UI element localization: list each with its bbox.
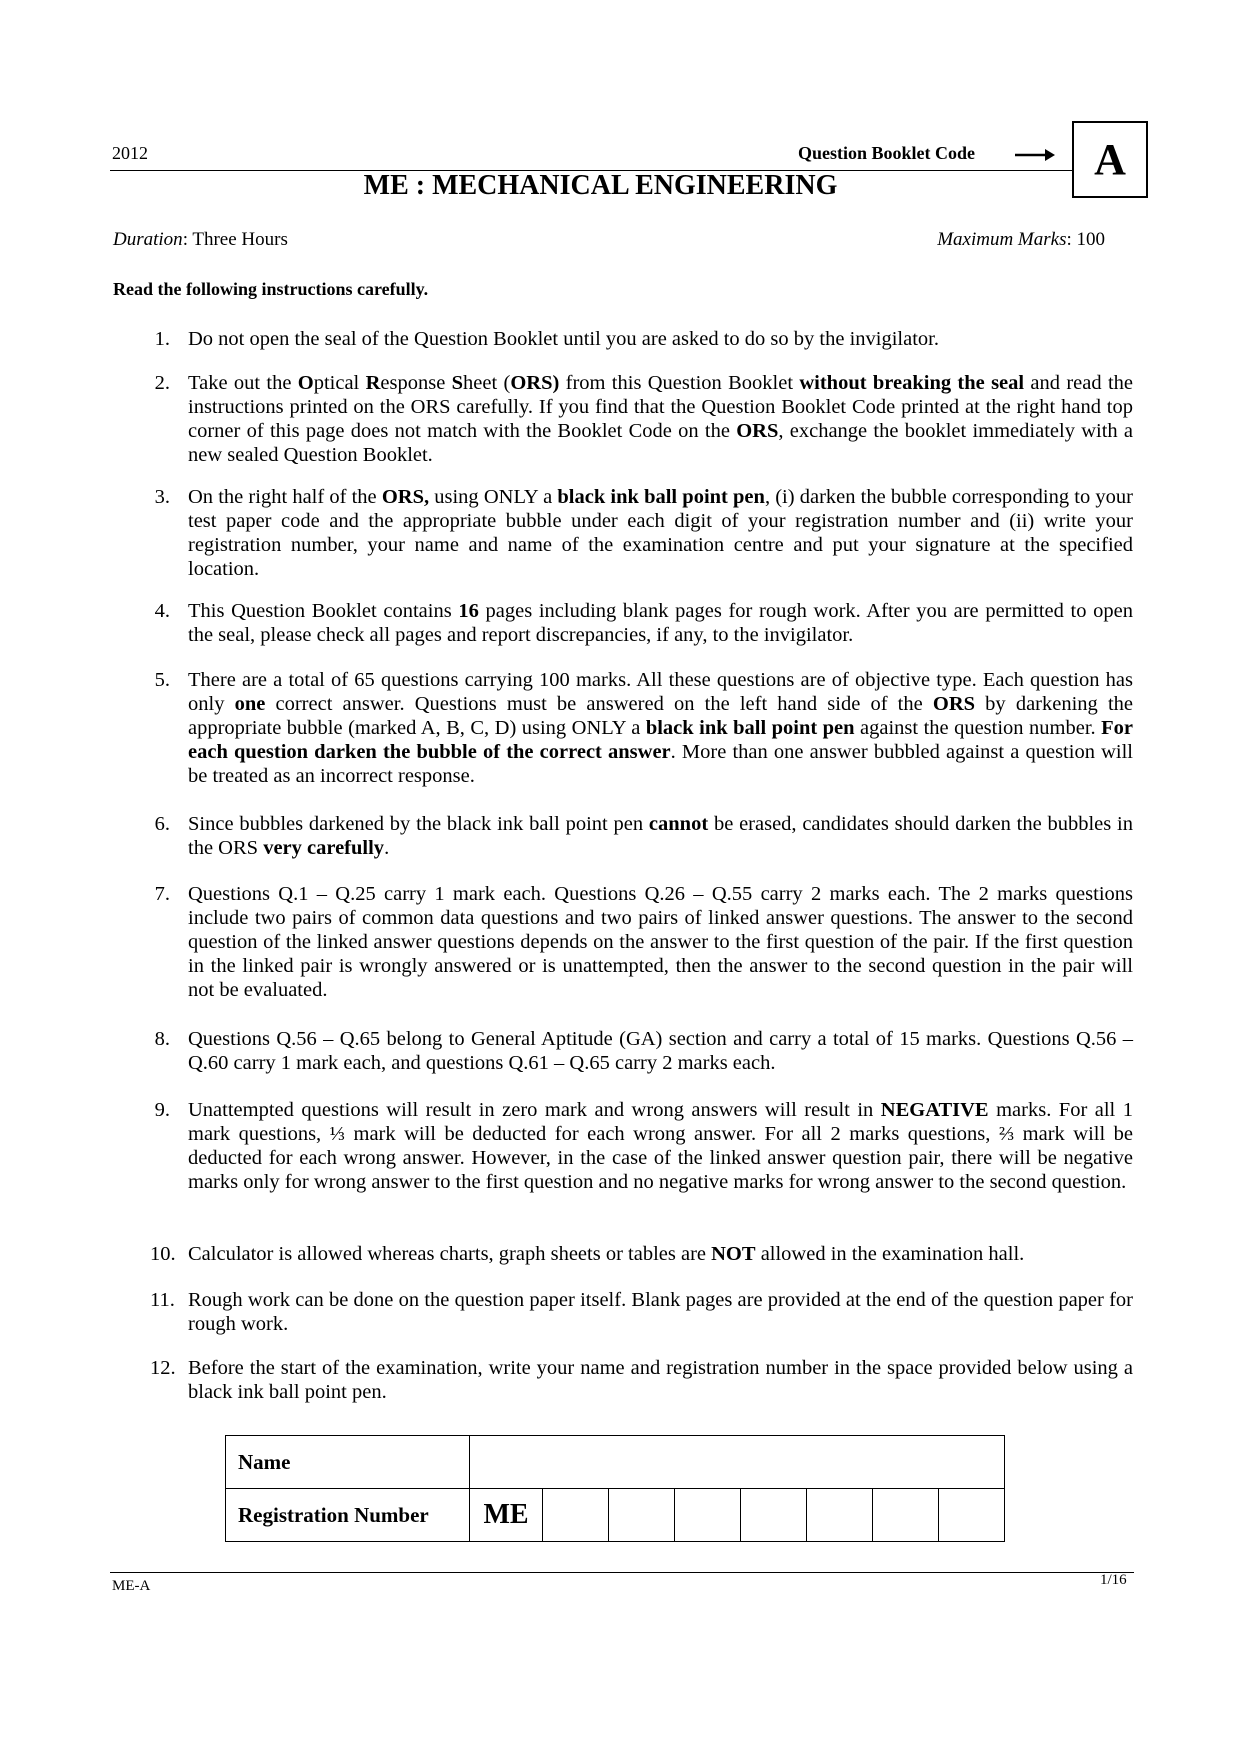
duration-label: Duration xyxy=(113,229,183,250)
name-field[interactable] xyxy=(470,1436,1005,1489)
instruction-8 xyxy=(150,1027,1133,1075)
instruction-number: 9. xyxy=(154,1099,170,1121)
instruction-3 xyxy=(150,485,1133,581)
instruction-2 xyxy=(150,371,1133,467)
registration-digit-box[interactable] xyxy=(675,1489,741,1542)
footer-divider xyxy=(110,1572,1134,1573)
arrow-right-icon xyxy=(1015,146,1055,164)
registration-digit-box[interactable] xyxy=(543,1489,609,1542)
instruction-1 xyxy=(150,327,1133,351)
registration-prefix: ME xyxy=(470,1489,543,1542)
instruction-number: 12. xyxy=(150,1357,176,1379)
instruction-7 xyxy=(150,882,1133,1002)
instruction-text: Before the start of the examination, write your name and registration number in the space provided below using a black ink ball point pen. xyxy=(188,1357,1133,1403)
instruction-4 xyxy=(150,599,1133,647)
duration-value: : Three Hours xyxy=(182,229,288,250)
registration-digit-box[interactable] xyxy=(609,1489,675,1542)
instruction-text: Rough work can be done on the question paper itself. Blank pages are provided at the end of the question paper for rough work. xyxy=(188,1289,1133,1335)
registration-label: Registration Number xyxy=(226,1489,470,1542)
instruction-text: Questions Q.56 – Q.65 belong to General Aptitude (GA) section and carry a total of 15 marks. Questions Q.56 – Q.60 carry 1 mark each, and questions Q.61 – Q.65 carry 2 marks each. xyxy=(188,1028,1133,1074)
instruction-text: Calculator is allowed whereas charts, graph sheets or tables are NOT allowed in the examination hall. xyxy=(188,1243,1025,1265)
instruction-number: 2. xyxy=(154,372,170,394)
instruction-number: 5. xyxy=(154,669,170,691)
registration-digit-box[interactable] xyxy=(873,1489,939,1542)
instruction-6 xyxy=(150,812,1133,860)
instructions-heading: Read the following instructions carefully. xyxy=(113,279,429,299)
instruction-number: 7. xyxy=(154,883,170,905)
booklet-code-box: A xyxy=(1072,121,1148,198)
instruction-number: 10. xyxy=(150,1243,176,1265)
instruction-10 xyxy=(150,1242,1133,1266)
instruction-text: Do not open the seal of the Question Booklet until you are asked to do so by the invigilator. xyxy=(188,328,939,350)
page-number: 1/16 xyxy=(1100,1572,1127,1588)
instruction-text: Since bubbles darkened by the black ink ball point pen cannot be erased, candidates should darken the bubbles in the ORS very carefully. xyxy=(188,813,1133,859)
instruction-text: Take out the Optical Response Sheet (ORS) from this Question Booklet without breaking the seal and read the instructions printed on the ORS carefully. If you find that the Question Booklet Code printed at the right hand top corner of this page does not match with the Booklet Code on the ORS, exchange the booklet immediately with a new sealed Question Booklet. xyxy=(188,372,1134,466)
instruction-number: 1. xyxy=(154,328,170,350)
instruction-text: Questions Q.1 – Q.25 carry 1 mark each. Questions Q.26 – Q.55 carry 2 marks each. The 2 marks questions include two pairs of common data questions and two pairs of linked answer questions. The answer to the second question of the linked answer questions depends on the answer to the first question of the pair. If the first question in the linked pair is wrongly answered or is unattempted, then the answer to the second question in the pair will not be evaluated. xyxy=(188,883,1133,1001)
page-title xyxy=(0,170,1241,202)
candidate-details-table xyxy=(225,1435,1005,1542)
max-marks-label: Maximum Marks xyxy=(937,229,1067,250)
max-marks-value: : 100 xyxy=(1066,229,1105,250)
footer-code: ME-A xyxy=(112,1578,151,1594)
name-label: Name xyxy=(226,1436,470,1489)
year: 2012 xyxy=(112,143,148,163)
duration xyxy=(113,229,288,251)
instruction-number: 4. xyxy=(154,600,170,622)
instruction-number: 6. xyxy=(154,813,170,835)
instruction-number: 8. xyxy=(154,1028,170,1050)
instruction-11 xyxy=(150,1288,1133,1336)
instruction-text: Unattempted questions will result in zero mark and wrong answers will result in NEGATIVE marks. For all 1 mark questions, ⅓ mark will be deducted for each wrong answer. For all 2 marks questions, ⅔ mark will be deducted for each wrong answer. However, in the case of the linked answer question pair, there will be negative marks only for wrong answer to the first question and no negative marks for wrong answer to the second question. xyxy=(188,1099,1133,1193)
instruction-text: This Question Booklet contains 16 pages including blank pages for rough work. After you are permitted to open the seal, please check all pages and report discrepancies, if any, to the invigilator. xyxy=(188,600,1133,646)
registration-digit-box[interactable] xyxy=(807,1489,873,1542)
instruction-number: 11. xyxy=(150,1289,175,1311)
registration-digit-box[interactable] xyxy=(741,1489,807,1542)
registration-row xyxy=(226,1489,1005,1542)
instruction-number: 3. xyxy=(154,486,170,508)
booklet-code-label: Question Booklet Code xyxy=(798,143,976,163)
max-marks xyxy=(937,229,1105,251)
instruction-9 xyxy=(150,1098,1133,1194)
instruction-text: There are a total of 65 questions carrying 100 marks. All these questions are of objective type. Each question has only one correct answer. Questions must be answered on the left hand side of the ORS by darkening the appropriate bubble (marked A, B, C, D) using ONLY a black ink ball point pen against the question number. For each question darken the bubble of the correct answer. More than one answer bubbled against a question will be treated as an incorrect response. xyxy=(188,669,1133,787)
instruction-text: On the right half of the ORS, using ONLY a black ink ball point pen, (i) darken the bubble corresponding to your test paper code and the appropriate bubble under each digit of your registration number and (ii) write your registration number, your name and name of the examination centre and put your signature at the specified location. xyxy=(188,486,1133,580)
title-text: ME : MECHANICAL ENGINEERING xyxy=(363,170,838,201)
instruction-12 xyxy=(150,1356,1133,1404)
name-row xyxy=(226,1436,1005,1489)
registration-digit-box[interactable] xyxy=(939,1489,1005,1542)
instruction-5 xyxy=(150,668,1133,788)
